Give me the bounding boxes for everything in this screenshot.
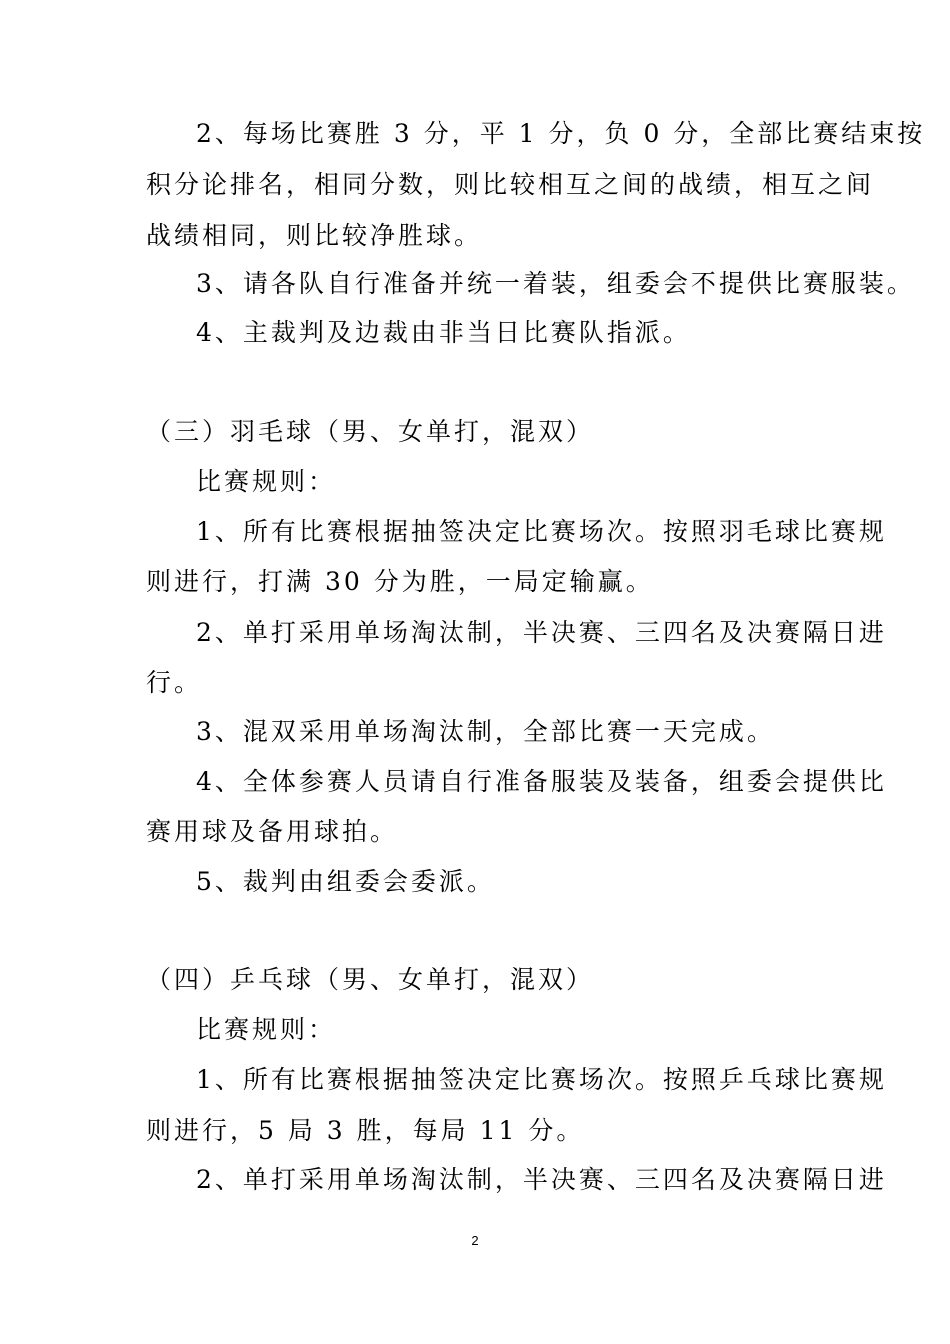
paragraph-line: 赛用球及备用球拍。 — [146, 817, 399, 846]
section-heading: （四）乒乓球（男、女单打，混双） — [146, 965, 595, 994]
paragraph-line: 5、裁判由组委会委派。 — [196, 867, 495, 896]
rules-heading: 比赛规则： — [196, 467, 337, 496]
paragraph-line: 则进行，打满 30 分为胜，一局定输赢。 — [146, 567, 654, 596]
rules-heading: 比赛规则： — [196, 1015, 337, 1044]
paragraph-line: 2、每场比赛胜 3 分，平 1 分，负 0 分，全部比赛结束按 — [196, 119, 926, 148]
paragraph-line: 4、全体参赛人员请自行准备服装及装备，组委会提供比 — [196, 767, 887, 796]
paragraph-line: 则进行，5 局 3 胜，每局 11 分。 — [146, 1116, 585, 1145]
paragraph-line: 1、所有比赛根据抽签决定比赛场次。按照乒乓球比赛规 — [196, 1065, 887, 1094]
paragraph-line: 3、请各队自行准备并统一着装，组委会不提供比赛服装。 — [196, 269, 915, 298]
page-number: 2 — [471, 1233, 479, 1248]
paragraph-line: 行。 — [146, 668, 203, 697]
paragraph-line: 4、主裁判及边裁由非当日比赛队指派。 — [196, 318, 691, 347]
paragraph-line: 2、单打采用单场淘汰制，半决赛、三四名及决赛隔日进 — [196, 1165, 887, 1194]
paragraph-line: 2、单打采用单场淘汰制，半决赛、三四名及决赛隔日进 — [196, 618, 887, 647]
paragraph-line: 战绩相同，则比较净胜球。 — [146, 221, 483, 250]
paragraph-line: 积分论排名，相同分数，则比较相互之间的战绩，相互之间 — [146, 170, 875, 199]
section-heading: （三）羽毛球（男、女单打，混双） — [146, 417, 595, 446]
paragraph-line: 1、所有比赛根据抽签决定比赛场次。按照羽毛球比赛规 — [196, 517, 887, 546]
paragraph-line: 3、混双采用单场淘汰制，全部比赛一天完成。 — [196, 717, 775, 746]
